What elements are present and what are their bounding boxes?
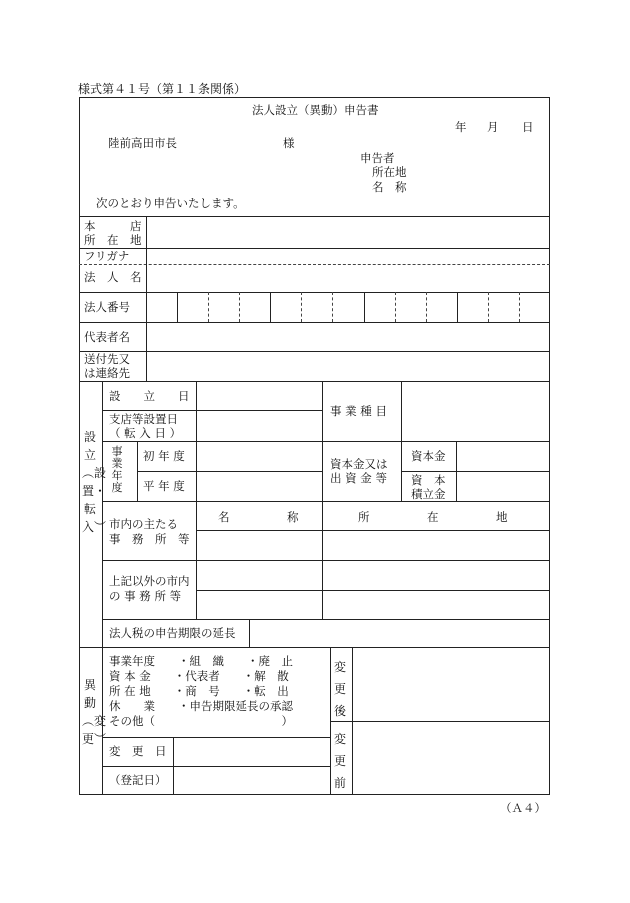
rule (177, 292, 178, 322)
shihon-tsumi-label-1: 資 本 (411, 473, 446, 487)
hojin-number-label: 法人番号 (84, 300, 130, 314)
rule (102, 441, 550, 442)
rule (196, 590, 550, 591)
change-option-line-3: 所 在 地 ・商 号 ・転 出 (109, 684, 289, 698)
rule-dashed (395, 292, 396, 322)
rule-dashed (519, 292, 520, 322)
before-change-label: 変更前 (333, 732, 346, 790)
rule (102, 737, 330, 738)
rule (196, 530, 550, 531)
col-name-header: 名 称 (218, 510, 299, 524)
shinai-label-1: 市内の主たる (109, 517, 178, 531)
rule (137, 471, 322, 472)
paper-size-label: （Ａ４） (500, 801, 546, 815)
igai-label-2: の 事 務 所 等 (109, 589, 182, 603)
rule-dashed (239, 292, 240, 322)
rule (102, 619, 550, 620)
hei-nendo-label: 平 年 度 (143, 479, 185, 493)
rule (352, 647, 353, 795)
rule (401, 381, 402, 501)
rule (364, 292, 365, 322)
rule (79, 292, 550, 293)
statement: 次のとおり申告いたします。 (96, 196, 245, 210)
honorific: 様 (283, 136, 295, 150)
shinai-label-2: 事 務 所 等 (109, 532, 190, 546)
date-day-label: 日 (522, 120, 534, 134)
shihonkin-label: 資本金 (411, 449, 446, 463)
establish-section-label: 設立︵設置・転入︶ (82, 430, 107, 534)
toki-bi-label: （登記日） (109, 773, 167, 787)
shiten-label-1: 支店等設置日 (109, 412, 178, 426)
honten-label-2: 所 在 地 (84, 233, 142, 247)
rule (196, 381, 197, 619)
rule (79, 248, 550, 249)
shihon-tsumi-label-2: 積立金 (411, 487, 446, 501)
rule (79, 322, 550, 323)
rule (102, 501, 550, 502)
rule (79, 351, 550, 352)
form-title: 法人設立（異動）申告書 (252, 103, 379, 117)
representative-label: 代表者名 (84, 330, 130, 344)
rule (102, 410, 322, 411)
rule (322, 381, 323, 501)
rule (330, 647, 331, 795)
rule-dashed (208, 292, 209, 322)
jigyo-shurui-label: 事 業 種 目 (330, 404, 387, 418)
date-month-label: 月 (487, 120, 499, 134)
change-option-line-2: 資 本 金 ・代表者 ・解 散 (109, 669, 289, 683)
rule (456, 441, 457, 501)
rule-dashed (426, 292, 427, 322)
change-option-line-5: その他（ ） (109, 714, 293, 728)
rule-dashed (332, 292, 333, 322)
rule (330, 721, 550, 722)
contact-label-1: 送付先又 (84, 352, 130, 366)
shiten-label-2: （ 転 入 日 ） (109, 426, 182, 440)
sho-nendo-label: 初 年 度 (143, 449, 185, 463)
henko-bi-label: 変 更 日 (109, 744, 167, 758)
rule (102, 560, 550, 561)
rule-dashed (301, 292, 302, 322)
form-code: 様式第４１号（第１１条関係） (78, 82, 247, 96)
rule-dashed (79, 264, 550, 265)
rule (322, 501, 323, 619)
addressee: 陸前高田市長 (108, 136, 177, 150)
change-section-label: 異動︵変更︶ (82, 678, 107, 746)
rule (146, 216, 147, 381)
jigyo-nendo-label: 事業年度 (111, 445, 123, 494)
applicant-name-label: 名 称 (372, 180, 407, 194)
rule (457, 292, 458, 322)
rule (270, 292, 271, 322)
furigana-label: フリガナ (84, 249, 130, 263)
change-option-line-1: 事業年度 ・組 織 ・廃 止 (109, 654, 293, 668)
rule (401, 471, 550, 472)
rule (79, 216, 550, 217)
shihon-label-1: 資本金又は (330, 457, 388, 471)
setsuritsu-bi-label: 設 立 日 (109, 389, 190, 403)
shihon-label-2: 出 資 金 等 (330, 471, 387, 485)
rule (173, 737, 174, 795)
col-address-header: 所 在 地 (358, 510, 508, 524)
rule (79, 381, 550, 382)
rule (249, 619, 250, 647)
igai-label-1: 上記以外の市内 (109, 574, 190, 588)
honten-label-1: 本 店 (84, 219, 142, 233)
applicant-address-label: 所在地 (372, 165, 407, 179)
rule (137, 441, 138, 501)
rule (102, 766, 330, 767)
change-option-line-4: 休 業 ・申告期限延長の承認 (109, 699, 293, 713)
rule-dashed (488, 292, 489, 322)
contact-label-2: は連絡先 (84, 366, 130, 380)
encho-label: 法人税の申告期限の延長 (109, 626, 236, 640)
rule (79, 647, 550, 648)
applicant-label: 申告者 (360, 151, 395, 165)
date-year-label: 年 (455, 120, 467, 134)
after-change-label: 変更後 (333, 660, 346, 718)
hojin-name-label: 法 人 名 (84, 270, 142, 284)
